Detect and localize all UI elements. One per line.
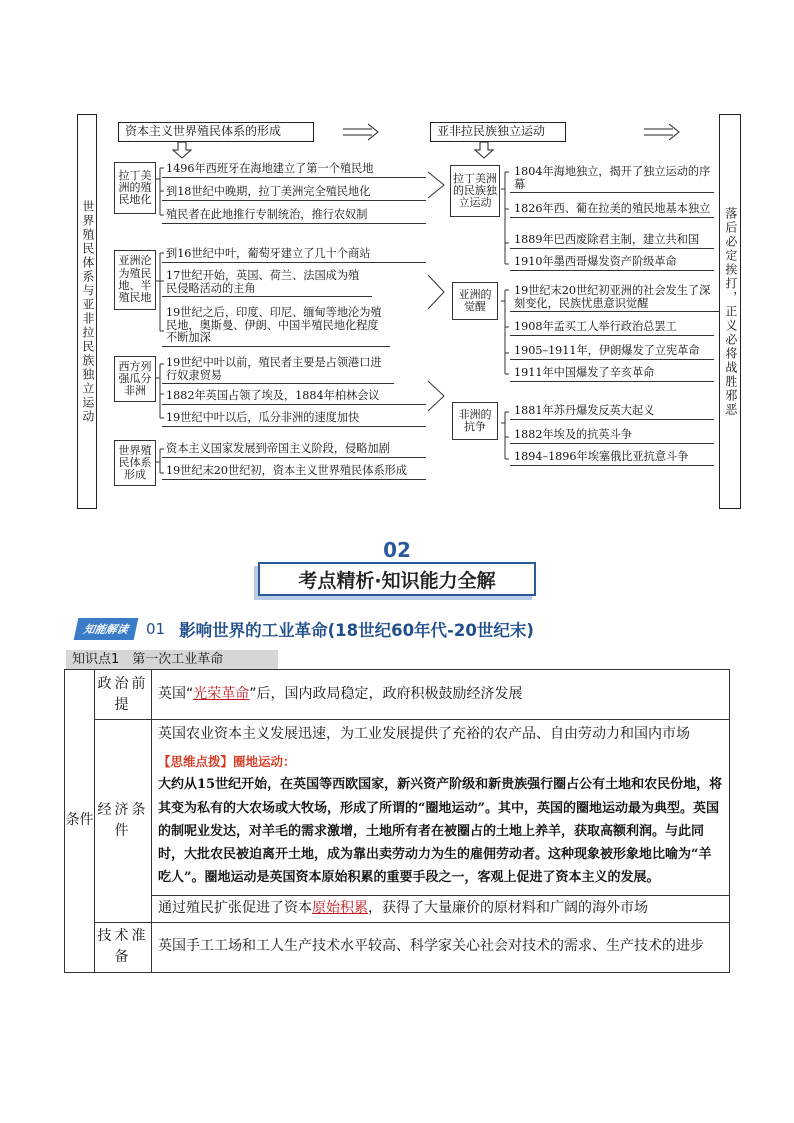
technical-text: 英国手工工场和工人生产技术水平较高、科学家关心社会对技术的需求、生产技术的进步 (158, 938, 704, 955)
topic-title: 影响世界的工业革命(18世纪60年代-20世纪末) (179, 621, 534, 640)
right-item: 1889年巴西废除君主制，建立共和国 (510, 234, 714, 249)
section-title-text: 考点精析·知识能力全解 (298, 569, 496, 592)
group-label-text: 亚洲沦为殖民地、半殖民地 (118, 254, 152, 305)
table-row (65, 720, 730, 896)
group-label-text: 拉丁美洲的殖民地化 (118, 168, 152, 207)
political-label-cell (95, 670, 152, 720)
group-label-latin-america-independence (450, 165, 500, 217)
table-row (65, 922, 730, 972)
topic-heading (76, 616, 534, 642)
group-label-text: 亚洲的觉醒 (458, 287, 492, 313)
political-label: 政治前提 (97, 675, 149, 713)
political-text: 英国“ (158, 685, 194, 702)
right-item: 1894–1896年埃塞俄比亚抗意斗争 (510, 451, 714, 466)
group-label-colonial-system (114, 440, 156, 486)
left-item: 到16世纪中叶，葡萄牙建立了几十个商站 (162, 248, 426, 263)
economic-content-cell (152, 720, 730, 896)
left-vertical-title (77, 114, 97, 509)
political-content-cell (152, 670, 730, 720)
left-item: 资本主义国家发展到帝国主义阶段，侵略加剧 (162, 443, 426, 458)
left-item: 19世纪末20世纪初，资本主义世界殖民体系形成 (162, 465, 426, 480)
table-row (65, 896, 730, 923)
technical-content-cell (152, 922, 730, 972)
table-row (65, 670, 730, 720)
outline-diagram (0, 0, 794, 520)
economic-text: 英国农业资本主义发展迅速，为工业发展提供了充裕的农产品、自由劳动力和国内市场 (158, 726, 690, 742)
left-item: 到18世纪中晚期，拉丁美洲完全殖民地化 (162, 186, 426, 201)
political-text: ”后，国内政局稳定，政府积极鼓励经济发展 (249, 685, 523, 702)
section-number: 02 (383, 538, 411, 562)
right-item: 1804年海地独立，揭开了独立运动的序幕 (510, 166, 714, 193)
technical-label: 技术准备 (97, 928, 149, 966)
right-vertical-title (719, 114, 741, 509)
left-item: 1496年西班牙在海地建立了第一个殖民地 (162, 163, 426, 178)
main-label-cell (65, 670, 95, 973)
group-label-text: 非洲的抗争 (458, 407, 492, 433)
economic-highlight: 原始积累 (312, 900, 368, 916)
right-header-text: 亚非拉民族独立运动 (437, 124, 546, 139)
technical-label-cell (95, 922, 152, 972)
left-item: 殖民者在此地推行专制统治，推行农奴制 (162, 209, 426, 224)
group-label-asia (114, 250, 156, 310)
conditions-table (64, 669, 730, 973)
topic-number: 01 (146, 620, 166, 638)
left-header (118, 122, 314, 142)
left-item: 17世纪开始，英国、荷兰、法国成为殖民侵略活动的主角 (162, 270, 372, 297)
right-item: 1881年苏丹爆发反英大起义 (510, 405, 714, 420)
group-label-text: 拉丁美洲的民族独立运动 (453, 171, 497, 210)
right-item: 1826年西、葡在拉美的殖民地基本独立 (510, 203, 714, 218)
left-header-text: 资本主义世界殖民体系的形成 (125, 124, 282, 139)
economic-text: ，获得了大量廉价的原材料和广阔的海外市场 (368, 900, 648, 916)
think-tag: 【思维点拨】 (158, 753, 234, 769)
economic-text: 通过殖民扩张促进了资本 (158, 900, 312, 916)
topic-tag: 知能解读 (74, 618, 139, 640)
right-item: 1911年中国爆发了辛亥革命 (510, 367, 714, 382)
economic-label-cell (95, 720, 152, 923)
political-highlight: 光荣革命 (193, 685, 250, 702)
main-label: 条件 (65, 812, 94, 829)
right-item: 1910年墨西哥爆发资产阶级革命 (510, 256, 714, 271)
right-item: 1905–1911年，伊朗爆发了立宪革命 (510, 345, 714, 360)
knowledge-point-label: 知识点1 第一次工业革命 (66, 650, 278, 669)
group-label-latin-america (114, 162, 156, 214)
left-item: 19世纪中叶以前，殖民者主要是占领港口进行奴隶贸易 (162, 357, 394, 384)
left-vertical-text: 世界殖民体系与亚非拉民族独立运动 (80, 199, 95, 424)
right-header (430, 122, 566, 142)
right-item: 1908年孟买工人举行政治总罢工 (510, 321, 714, 336)
group-label-africa-resistance (452, 402, 498, 440)
economic-content-cell-2 (152, 896, 730, 923)
left-item: 19世纪中叶以后，瓜分非洲的速度加快 (162, 412, 426, 427)
think-body: 大约从15世纪开始，在英国等西欧国家，新兴资产阶级和新贵族强行圈占公有土地和农民份地，将其变为私有的大农场或大牧场，形成了所谓的“圈地运动”。其中，英国的圈地运动最为典型。英国的制呢业发达，对羊毛的需求激增，土地所有者在被圈占的土地上养羊，获取高额利润。与此同时，大批农民被迫离开土地，成为靠出卖劳动力为生的雇佣劳动者。这种现象被形象地比喻为“羊吃人”。圈地运动是英国资本原始积累的重要手段之一，客观上促进了资本主义的发展。 (158, 777, 723, 885)
group-label-africa (114, 356, 156, 402)
think-note (158, 752, 723, 774)
right-vertical-text: 落后必定挨打，正义必将战胜邪恶 (723, 206, 738, 417)
think-title: 圈地运动： (233, 753, 296, 769)
left-item: 19世纪之后，印度、印尼、缅甸等地沦为殖民地，奥斯曼、伊朗、中国半殖民地化程度不断加深 (162, 307, 390, 347)
group-label-text: 西方列强瓜分非洲 (118, 359, 152, 398)
section-title (258, 562, 536, 596)
group-label-text: 世界殖民体系形成 (118, 443, 152, 482)
right-item: 1882年埃及的抗英斗争 (510, 429, 714, 444)
economic-label: 经济条件 (97, 801, 149, 839)
left-item: 1882年英国占领了埃及，1884年柏林会议 (162, 390, 426, 405)
group-label-asia-awakening (452, 282, 498, 320)
right-item: 19世纪末20世纪初亚洲的社会发生了深刻变化，民族忧患意识觉醒 (510, 285, 720, 312)
